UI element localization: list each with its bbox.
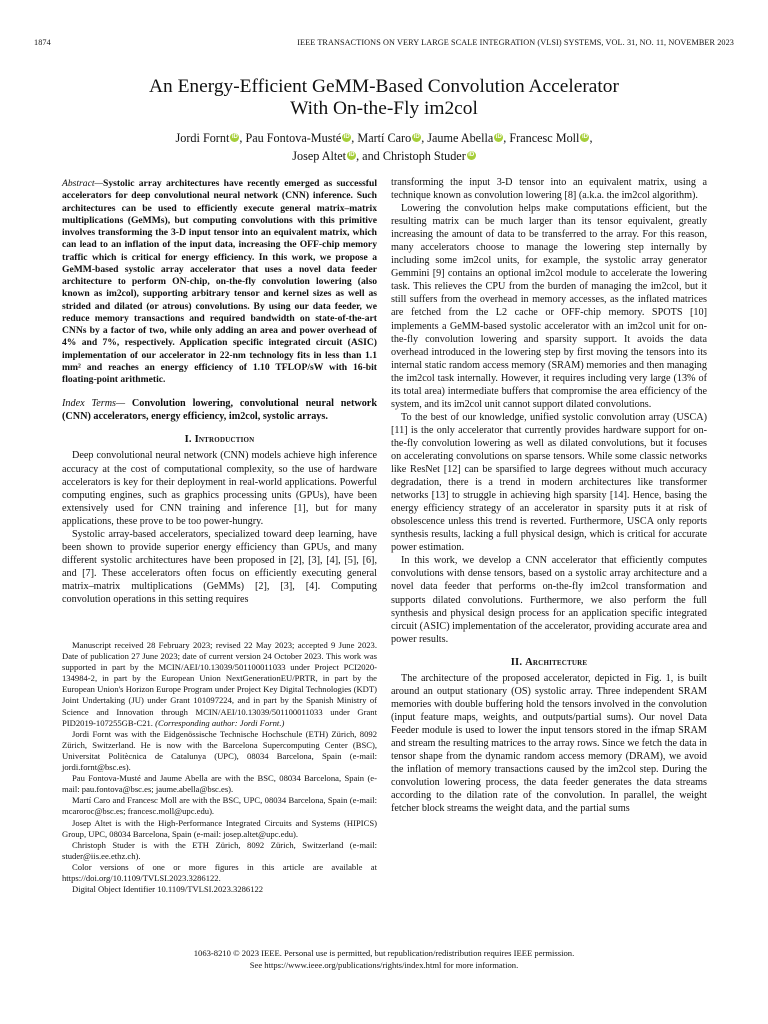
left-column — [62, 178, 377, 606]
corresponding-author: (Corresponding author: Jordi Fornt.) — [155, 717, 285, 728]
intro-paragraph-4: To the best of our knowledge, unified systolic convolution array (USCA) [11] is the only accelerator that currently provides hardware support for on-the-fly convolution lowering as well as dilated convolutions, but it focuses on accelerating convolutions on sparse tensors. While some classic networks like ResNet [12] can be sparsified to large degrees without much accuracy degradation, there is a trend in modern architectures like transformer networks [13] to struggle in achieving high sparsity [14]. Hence, basing the energy efficiency strategy of an accelerator in sparsity puts it at risk of obsolescence unless this trend is reverted. Furthermore, USCA only reports synthesis results, lacking a full physical design, which is critical for accurate power estimation. — [391, 411, 707, 554]
intro-paragraph-continued: transforming the input 3-D tensor into an equivalent matrix, using a technique known as convolution lowering [8] (a.k.a. the im2col algorithm). — [391, 177, 707, 202]
author-line-2 — [34, 148, 734, 166]
rights-link-line[interactable]: See https://www.ieee.org/publications/rights/index.html for more information. — [249, 959, 519, 970]
orcid-icon[interactable]: iD — [495, 134, 502, 140]
intro-paragraph-5: In this work, we develop a CNN accelerator that efficiently computes convolutions with dense tensors, based on a systolic array architecture and a novel data feeder that performs on-the-fly im2col transformation and supports dilated convolutions. Furthermore, we also perform the full synthesis and physical design process for an application specific integrated circuit (ASIC) implementation of the accelerator, providing accurate area and power results. — [391, 555, 707, 645]
right-column — [391, 176, 707, 815]
author-separator: , — [589, 131, 593, 145]
author-separator: , — [421, 131, 428, 145]
footnote-manuscript: Manuscript received 28 February 2023; revised 22 May 2023; accepted 9 June 2023. Date of publication 27 June 2023; date of current version 24 October 2023. This work was supported in part by the MCIN/AEI/10.13039/501100011033 under Project PCI2020-134984-2, in part by the European Union NextGenerationEU/PRTR, in part by the European Union's Horizon Europe Program under Project Key Digital Technologies (KDT) Joint Undertaking (JU) under Grant 101097224, and in part by the Spanish Ministry of Science and Innovation through MCIN/AEI/10.13039/501100011033 under Grant PID2019-107255GB-C21. (Corresponding author: Jordi Fornt.) — [62, 640, 377, 728]
author-name[interactable]: Christoph Studer — [382, 148, 466, 163]
title-line-1: An Energy-Efficient GeMM-Based Convolution Accelerator — [149, 76, 619, 97]
footnote-affiliation: Pau Fontova-Musté and Jaume Abella are with the BSC, 08034 Barcelona, Spain (e-mail: pau.fontova@bsc.es; jaume.abella@bsc.es). — [62, 773, 377, 795]
author-name[interactable]: Francesc Moll — [509, 131, 580, 145]
author-name[interactable]: Josep Altet — [292, 148, 347, 163]
index-terms-label: Index Terms— — [62, 398, 126, 410]
intro-paragraph-1: Deep convolutional neural network (CNN) models achieve high inference accuracy at the cost of computational complexity, so the use of hardware accelerators is key for their deployment in real-world applications. Powerful computing engines, such as graphics processing units (GPUs), have been extensively used for CNN training and inference [1], but for many applications, these prove to be too power-hungry. — [62, 450, 377, 527]
author-list — [34, 130, 734, 165]
title-line-2: With On-the-Fly im2col — [290, 98, 478, 119]
author-name[interactable]: Jaume Abella — [427, 131, 494, 145]
footnote-affiliation: Christoph Studer is with the ETH Zürich, 8092 Zürich, Switzerland (e-mail: studer@iis.ee.ethz.ch). — [62, 839, 377, 861]
paper-title — [34, 76, 734, 120]
footnote-affiliation: Jordi Fornt was with the Eidgenössische Technische Hochschule (ETH) Zürich, 8092 Zürich, Switzerland. He is now with the Barcelona Supercomputing Center (BSC), Universitat Politècnica de Catalunya (UPC), 08034 Barcelona, Spain (e-mail: jordi.fornt@bsc.es). — [62, 728, 377, 773]
author-separator: , — [503, 131, 510, 145]
author-conjunction: , and — [356, 148, 383, 163]
author-name[interactable]: Jordi Fornt — [175, 131, 230, 145]
copyright-footer — [34, 948, 734, 971]
abstract-text: Systolic array architectures have recently emerged as successful accelerators for deep convolutional neural network (CNN) inference. Such architectures can be used to efficiently execute general matrix–matrix multiplications (GeMMs), but computing convolutions with this primitive involves transforming the 3-D input tensor into an equivalent matrix, which can lead to an inflation of the input data, increasing the OFF-chip memory traffic which is critical for energy efficiency. In this work, we propose a GeMM-based systolic array accelerator that uses a novel data feeder architecture to perform ON-chip, on-the-fly convolution lowering (also known as im2col), supporting arbitrary tensor and kernel sizes as well as strided and dilated (or atrous) convolutions. By using our data feeder, we reduce memory transactions and required bandwidth on state-of-the-art CNNs by a factor of two, while only adding an area and power overhead of 4% and 7%, respectively. Application specific integrated circuit (ASIC) implementation of our accelerator in 22-nm technology fits in less than 1.1 mm² and reaches an energy efficiency of 1.10 TFLOP/sW with 16-bit floating-point arithmetic. — [62, 178, 377, 385]
section-heading-architecture: II. Architecture — [510, 656, 588, 668]
orcid-icon[interactable]: iD — [343, 134, 350, 140]
abstract-label: Abstract— — [62, 178, 104, 189]
section-heading-introduction: I. Introduction — [184, 434, 255, 446]
orcid-icon[interactable]: iD — [581, 134, 588, 140]
orcid-icon[interactable]: iD — [468, 151, 475, 158]
author-line-1 — [34, 130, 734, 148]
intro-paragraph-2: Systolic array-based accelerators, specialized toward deep learning, have been shown to provide superior energy efficiency than GPUs, and many different systolic architectures have been proposed in [2], [3], [4], [5], [6], and [7]. These accelerators often focus on efficiently executing general matrix–matrix multiplications (GeMMs) [2], [3], [4]. Computing convolution operations in this setting requires — [62, 528, 377, 605]
title-block — [34, 76, 734, 165]
author-name[interactable]: Pau Fontova-Musté — [245, 131, 342, 145]
orcid-icon[interactable]: iD — [413, 134, 420, 140]
footnotes — [62, 640, 377, 895]
author-separator: , — [351, 131, 358, 145]
author-name[interactable]: Martí Caro — [357, 131, 412, 145]
intro-paragraph-3: Lowering the convolution helps make computations efficient, but the resulting matrix can be much larger than its tensor equivalent, greatly increasing the amount of data to be transferred to the array. For this reason, many accelerators choose to manage the lowering step internally by including some im2col units, for example, the systolic array generator Gemmini [9] contains an optional im2col module to accelerate the lowering task. This relieves the CPU from the burden of managing the im2col, but it still suffers from the overhead in memory accesses, as the inflated matrices are fetched from the L2 cache or OFF-chip memory. SPOTS [10] implements a GeMM-based systolic accelerator with an im2col unit for on-the-fly convolution lowering and sparsity support. It avoids the data overhead introduced in the lowering step by first moving the tensors into its internal static random access memory (SRAM) memories and then managing the im2col task internally. However, it requires including very large (13% of its total area) intermediate buffers that compromise the area efficiency of the system, and its im2col unit cannot support dilated convolutions. — [391, 203, 707, 410]
footnote-affiliation: Martí Caro and Francesc Moll are with the BSC, UPC, 08034 Barcelona, Spain (e-mail: mcaroroc@bsc.es; francesc.moll@upc.edu). — [62, 795, 377, 817]
index-terms-text: Convolution lowering, convolutional neural network (CNN) accelerators, energy efficiency, im2col, systolic arrays. — [62, 398, 377, 423]
footnote-affiliation: Josep Altet is with the High-Performance Integrated Circuits and Systems (HIPICS) Group, UPC, 08034 Barcelona, Spain (e-mail: josep.altet@upc.edu). — [62, 817, 377, 839]
footnote-color-versions[interactable]: Color versions of one or more figures in this article are available at https://doi.org/10.1109/TVLSI.2023.3286122. — [62, 861, 377, 883]
architecture-paragraph-1: The architecture of the proposed accelerator, depicted in Fig. 1, is built around an output stationary (OS) systolic array. Three independent SRAM memories with double buffering hold the tensors involved in the convolution (input feature maps, weights, and outputs/partial sums). Our novel Data Feeder module is used to lower the input tensors stored in the ifmap SRAM and stream the resulting matrices to the array rows. Since we fetch the data in tensor shape from the dynamic random access memory (DRAM), we avoid the inflation of memory transactions caused by the im2col step. During the convolution lowering process, the data feeder generates the data streams according to the dilation rate of the convolution. In parallel, the weight fetcher block streams the weight data, and the partial sums — [391, 672, 707, 815]
journal-running-head: IEEE TRANSACTIONS ON VERY LARGE SCALE INTEGRATION (VLSI) SYSTEMS, VOL. 31, NO. 11, NOVEMBER 2023 — [297, 38, 734, 47]
footnote-doi: Digital Object Identifier 10.1109/TVLSI.2023.3286122 — [72, 884, 264, 895]
page-number: 1874 — [34, 38, 51, 47]
author-separator: , — [239, 131, 246, 145]
index-terms — [62, 397, 377, 423]
page-header — [34, 38, 734, 52]
abstract — [62, 178, 377, 386]
orcid-icon[interactable]: iD — [231, 134, 238, 140]
orcid-icon[interactable]: iD — [348, 151, 355, 158]
copyright-line: 1063-8210 © 2023 IEEE. Personal use is permitted, but republication/redistribution requires IEEE permission. — [193, 948, 575, 958]
